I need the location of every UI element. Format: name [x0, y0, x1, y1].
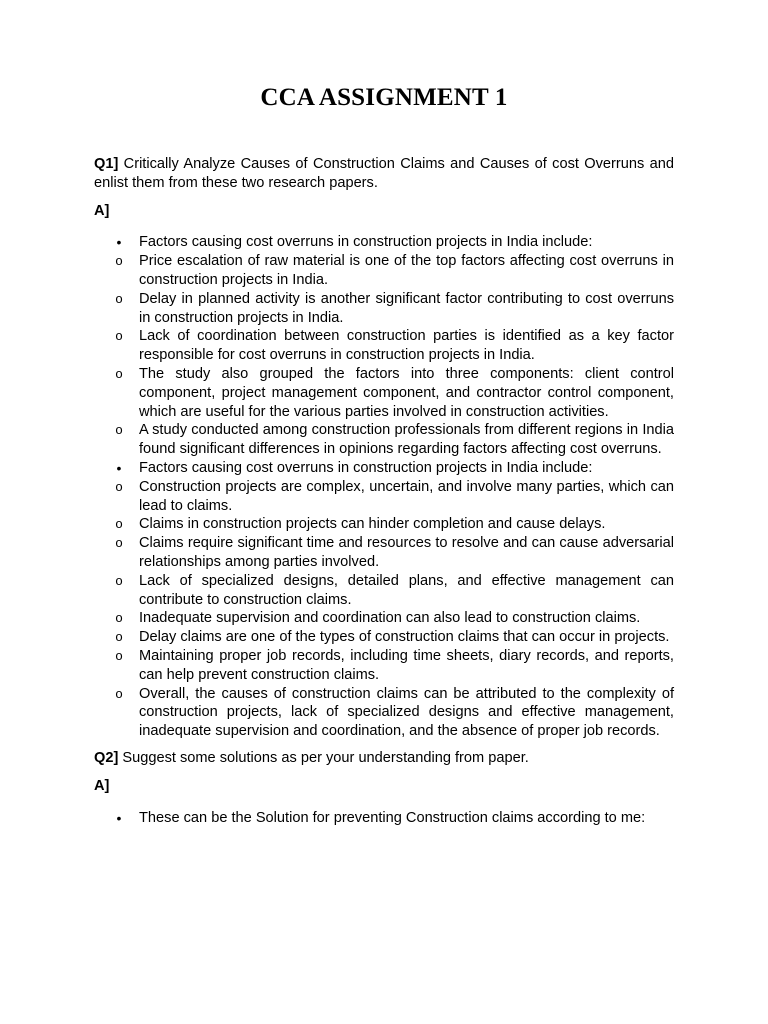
bullet-icon: •	[116, 809, 122, 826]
list-item-text: Claims require significant time and resources to resolve and can cause adversarial relationships among parties involved.	[139, 535, 674, 570]
bullet-icon: •	[116, 234, 122, 251]
document-body	[94, 155, 674, 827]
list-item-text: The study also grouped the factors into three components: client control component, project management component, and contractor control component, which are useful for the various parties involved in construction activities.	[139, 365, 674, 420]
list-item	[94, 459, 674, 478]
list-item	[94, 233, 674, 252]
answer-2-label	[94, 777, 674, 796]
list-item-text: Price escalation of raw material is one of the top factors affecting cost overruns in construction projects in India.	[139, 253, 674, 288]
circle-bullet-icon: o	[115, 329, 123, 345]
list-item	[94, 421, 674, 459]
answer-1-list	[94, 233, 674, 741]
list-item	[94, 809, 674, 828]
circle-bullet-icon: o	[115, 254, 123, 270]
question-2	[94, 749, 674, 768]
list-item	[94, 327, 674, 365]
list-item	[94, 290, 674, 328]
list-item-text: Factors causing cost overruns in construction projects in India include:	[139, 234, 593, 251]
list-item	[94, 685, 674, 741]
circle-bullet-icon: o	[115, 423, 123, 439]
question-2-label: Q2]	[94, 749, 119, 766]
list-item	[94, 478, 674, 516]
circle-bullet-icon: o	[115, 630, 123, 646]
circle-bullet-icon: o	[115, 648, 123, 664]
list-item-text: A study conducted among construction professionals from different regions in India found significant differences in opinions regarding factors affecting cost overruns.	[139, 422, 674, 458]
answer-2-label-text: A]	[94, 777, 110, 794]
question-1-label: Q1]	[94, 156, 119, 172]
list-item	[94, 572, 674, 610]
circle-bullet-icon: o	[115, 611, 123, 627]
list-item-text: Lack of specialized designs, detailed plans, and effective management can contribute to construction claims.	[139, 572, 674, 608]
list-item-text: Delay in planned activity is another significant factor contributing to cost overruns in construction projects in India.	[139, 290, 674, 326]
list-item-text: Construction projects are complex, uncertain, and involve many parties, which can lead to claims.	[139, 478, 674, 514]
question-2-text: Suggest some solutions as per your understanding from paper.	[118, 749, 529, 766]
bullet-icon: •	[116, 459, 122, 476]
list-item	[94, 647, 674, 685]
circle-bullet-icon: o	[115, 536, 123, 552]
list-item-text: Factors causing cost overruns in construction projects in India include:	[139, 459, 593, 476]
list-item-text: Claims in construction projects can hinder completion and cause delays.	[139, 516, 606, 533]
question-1	[94, 155, 674, 193]
list-item-text: Maintaining proper job records, including time sheets, diary records, and reports, can help prevent construction claims.	[139, 647, 674, 683]
answer-1-label	[94, 202, 674, 221]
list-item	[94, 515, 674, 534]
list-item-text: Overall, the causes of construction claims can be attributed to the complexity of construction projects, lack of specialized designs and effective management, inadequate supervision and coordination, and the absence of proper job records.	[139, 685, 674, 740]
circle-bullet-icon: o	[115, 686, 123, 702]
list-item-text: These can be the Solution for preventing Construction claims according to me:	[139, 809, 646, 826]
question-1-text: Critically Analyze Causes of Construction Claims and Causes of cost Overruns and enlist them from these two research papers.	[94, 156, 674, 191]
list-item	[94, 252, 674, 290]
answer-1-label-text: A]	[94, 202, 110, 219]
list-item-text: Inadequate supervision and coordination can also lead to construction claims.	[139, 610, 641, 627]
list-item	[94, 609, 674, 628]
list-item	[94, 365, 674, 421]
list-item	[94, 534, 674, 572]
circle-bullet-icon: o	[115, 479, 123, 495]
list-item-text: Lack of coordination between construction parties is identified as a key factor responsible for cost overruns in construction projects in India.	[139, 328, 674, 364]
circle-bullet-icon: o	[115, 291, 123, 307]
list-item	[94, 628, 674, 647]
document-title: CCA ASSIGNMENT 1	[260, 84, 508, 111]
circle-bullet-icon: o	[115, 517, 123, 533]
answer-2-list	[94, 809, 674, 828]
list-item-text: Delay claims are one of the types of construction claims that can occur in projects.	[139, 629, 670, 646]
circle-bullet-icon: o	[115, 366, 123, 382]
circle-bullet-icon: o	[115, 573, 123, 589]
